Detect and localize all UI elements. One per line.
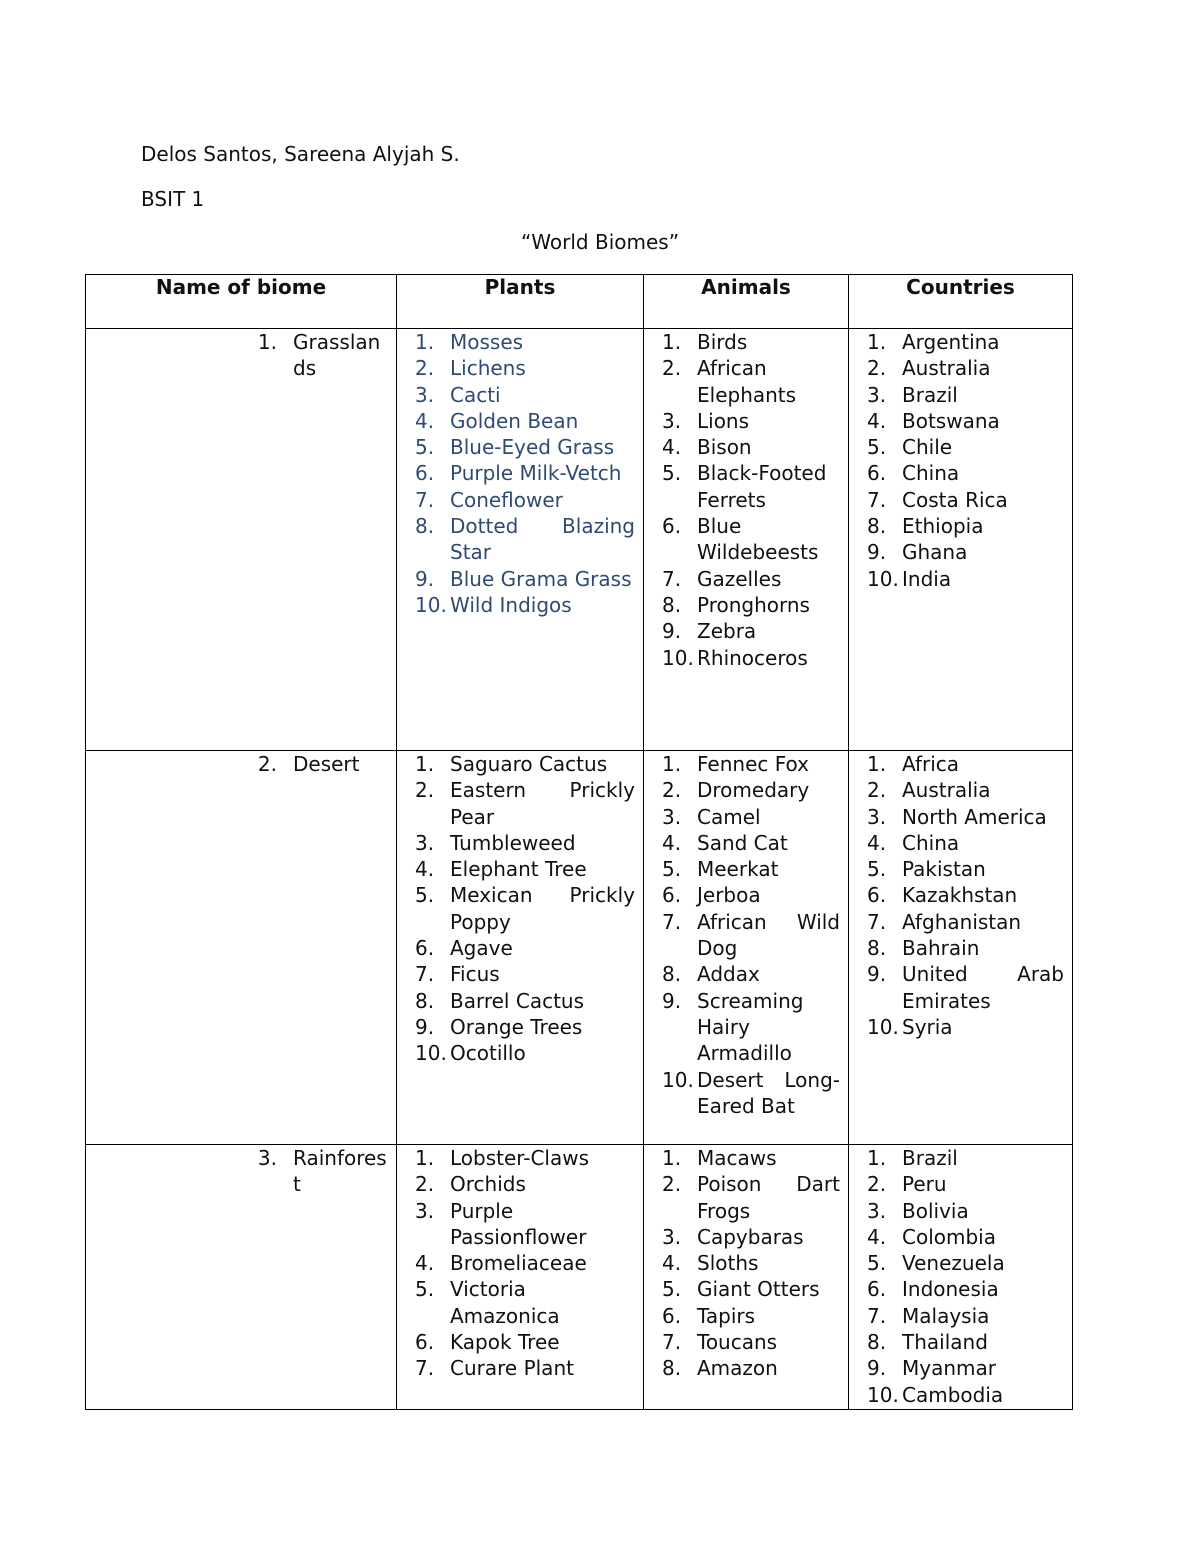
countrie-list-item: 6. China — [867, 461, 960, 486]
animal-list-item: 2. Poison Dart Frogs — [662, 1172, 840, 1223]
animal-list-item: 2. African Elephants — [662, 356, 797, 407]
plant-list-item: 5. Victoria Amazonica — [415, 1277, 560, 1328]
animal-list-item: 7. African Wild Dog — [662, 909, 840, 961]
animal-list-item: 3. Capybaras — [662, 1224, 804, 1249]
countrie-list-item: 4. Colombia — [867, 1224, 996, 1249]
plant-list-item: 3. Tumbleweed — [415, 830, 576, 855]
animal-list-item: 1. Fennec Fox — [662, 752, 809, 776]
animal-list-item: 2. Dromedary — [662, 778, 810, 803]
animal-list-item: 4. Sand Cat — [662, 830, 788, 855]
countrie-list-item: 3. Bolivia — [867, 1198, 969, 1223]
countrie-list-item: 2. Australia — [867, 356, 991, 381]
biome-name: 1. Grasslands — [257, 330, 381, 381]
plant-list-item: 8. Barrel Cactus — [415, 988, 585, 1013]
column-header-countries: Countries — [849, 275, 1073, 329]
countrie-list-item: 7. Malaysia — [867, 1303, 990, 1328]
plant-list-item: 4. Bromeliaceae — [415, 1251, 587, 1276]
plants-cell — [397, 751, 644, 1145]
countrie-list-item: 2. Australia — [867, 778, 991, 803]
plant-list-item: 7. Coneflower — [415, 487, 563, 512]
countrie-list-item: 1. Argentina — [867, 330, 1000, 354]
plant-list-item: 6. Agave — [415, 936, 513, 961]
countrie-list-item: 8. Bahrain — [867, 936, 980, 961]
animal-list-item: 5. Black-Footed Ferrets — [662, 461, 827, 512]
table-row — [86, 1145, 1073, 1410]
plant-list-item: 6. Purple Milk-Vetch — [415, 461, 622, 486]
countrie-list-item: 1. Africa — [867, 752, 960, 776]
plant-list-item: 6. Kapok Tree — [415, 1330, 560, 1355]
countrie-list-item: 4. China — [867, 830, 960, 855]
countrie-list-item: 7. Afghanistan — [867, 909, 1022, 934]
animal-list-item: 7. Toucans — [662, 1330, 778, 1355]
plant-list-item: 7. Curare Plant — [415, 1356, 574, 1381]
plant-list-item: 2. Eastern Prickly Pear — [415, 778, 635, 829]
countrie-list-item: 2. Peru — [867, 1172, 947, 1197]
biome-name: 2. Desert — [257, 752, 360, 776]
plant-list-item: 1. Mosses — [415, 330, 524, 354]
author-name: Delos Santos, Sareena Alyjah S. — [141, 142, 460, 166]
animals-cell — [644, 329, 849, 751]
plant-list-item: 4. Golden Bean — [415, 408, 579, 433]
animal-list-item: 1. Macaws — [662, 1146, 777, 1170]
countrie-list-item: 3. Brazil — [867, 382, 958, 407]
countrie-list-item: 5. Venezuela — [867, 1251, 1005, 1276]
plant-list-item: 1. Saguaro Cactus — [415, 752, 608, 776]
plants-cell — [397, 329, 644, 751]
animal-list-item: 3. Lions — [662, 408, 750, 433]
plant-list-item: 1. Lobster-Claws — [415, 1146, 590, 1170]
countrie-list-item: 10. Cambodia — [867, 1382, 1004, 1407]
countrie-list-item: 3. North America — [867, 804, 1047, 829]
countrie-list-item: 6. Indonesia — [867, 1277, 999, 1302]
countrie-list-item: 9. Ghana — [867, 540, 968, 565]
plant-list-item: 4. Elephant Tree — [415, 857, 587, 882]
biome-cell — [86, 751, 397, 1145]
animals-cell — [644, 1145, 849, 1410]
animal-list-item: 9. Zebra — [662, 619, 757, 644]
countries-cell — [849, 1145, 1073, 1410]
table-row — [86, 329, 1073, 751]
countries-cell — [849, 329, 1073, 751]
plant-list-item: 8. Dotted Blazing Star — [415, 514, 635, 565]
column-header-plants: Plants — [397, 275, 644, 329]
animal-list-item: 8. Pronghorns — [662, 592, 810, 617]
animal-list-item: 4. Bison — [662, 435, 752, 460]
animal-list-item: 4. Sloths — [662, 1251, 759, 1276]
animal-list-item: 9. Screaming Hairy Armadillo — [662, 988, 804, 1066]
countrie-list-item: 6. Kazakhstan — [867, 883, 1018, 908]
countrie-list-item: 1. Brazil — [867, 1146, 958, 1170]
countrie-list-item: 9. Myanmar — [867, 1356, 996, 1381]
animal-list-item: 10. Rhinoceros — [662, 645, 808, 670]
biome-name: 3. Rainforest — [257, 1146, 387, 1197]
plants-cell — [397, 1145, 644, 1410]
countrie-list-item: 5. Chile — [867, 435, 953, 460]
countrie-list-item: 9. United Arab Emirates — [867, 962, 1064, 1013]
animal-list-item: 7. Gazelles — [662, 566, 782, 591]
countrie-list-item: 10. India — [867, 566, 952, 591]
plant-list-item: 9. Blue Grama Grass — [415, 566, 632, 591]
countrie-list-item: 5. Pakistan — [867, 857, 986, 882]
countrie-list-item: 4. Botswana — [867, 408, 1000, 433]
countrie-list-item: 10. Syria — [867, 1014, 953, 1039]
plant-list-item: 7. Ficus — [415, 962, 500, 987]
biome-cell — [86, 329, 397, 751]
countries-cell — [849, 751, 1073, 1145]
plant-list-item: 10. Wild Indigos — [415, 592, 572, 617]
biome-cell — [86, 1145, 397, 1410]
animal-list-item: 8. Amazon — [662, 1356, 778, 1381]
table-header-row — [86, 275, 1073, 329]
document-title: “World Biomes” — [520, 230, 680, 254]
animal-list-item: 3. Camel — [662, 804, 761, 829]
countrie-list-item: 7. Costa Rica — [867, 487, 1008, 512]
animal-list-item: 6. Tapirs — [662, 1303, 756, 1328]
plant-list-item: 5. Mexican Prickly Poppy — [415, 883, 635, 934]
animal-list-item: 5. Giant Otters — [662, 1277, 820, 1302]
plant-list-item: 3. Purple Passionflower — [415, 1198, 587, 1249]
biomes-table — [85, 274, 1073, 1410]
animal-list-item: 1. Birds — [662, 330, 748, 354]
plant-list-item: 3. Cacti — [415, 382, 501, 407]
plant-list-item: 9. Orange Trees — [415, 1014, 583, 1039]
plant-list-item: 2. Lichens — [415, 356, 526, 381]
column-header-animals: Animals — [644, 275, 849, 329]
column-header-biome: Name of biome — [86, 275, 397, 329]
animal-list-item: 6. Jerboa — [662, 883, 761, 908]
countrie-list-item: 8. Ethiopia — [867, 514, 984, 539]
plant-list-item: 2. Orchids — [415, 1172, 526, 1197]
table-row — [86, 751, 1073, 1145]
plant-list-item: 10. Ocotillo — [415, 1041, 526, 1066]
course-label: BSIT 1 — [141, 187, 205, 211]
animals-cell — [644, 751, 849, 1145]
plant-list-item: 5. Blue-Eyed Grass — [415, 435, 615, 460]
animal-list-item: 5. Meerkat — [662, 857, 779, 882]
animal-list-item: 6. Blue Wildebeests — [662, 514, 819, 565]
animal-list-item: 8. Addax — [662, 962, 760, 987]
countrie-list-item: 8. Thailand — [867, 1330, 988, 1355]
animal-list-item: 10. Desert Long-Eared Bat — [662, 1067, 840, 1118]
